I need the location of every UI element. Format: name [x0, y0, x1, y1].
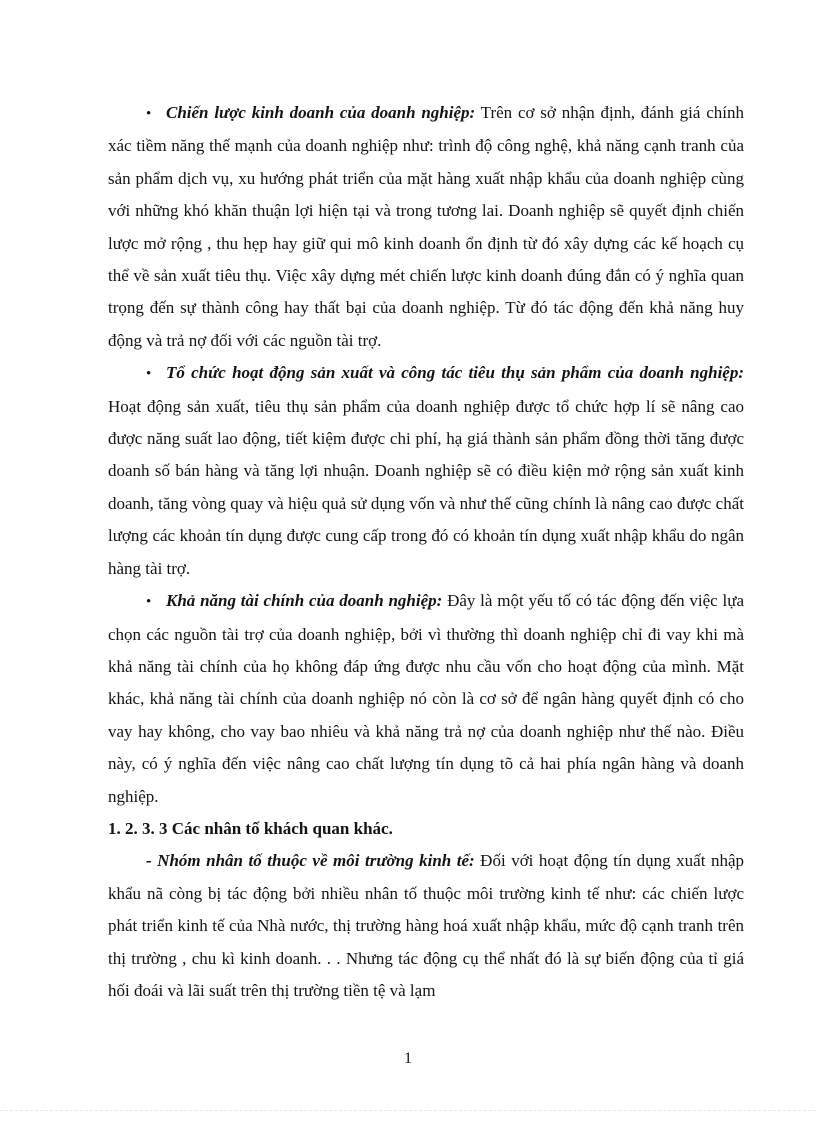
paragraph-text: Đối với hoạt động tín dụng xuất nhập khẩu nã còng bị tác động bởi nhiều nhân tố thuộc môi trường kinh tế như: các chiến lược phát triển kinh tế của Nhà nước, thị trường hàng hoá xuất nhập khẩu, mức độ cạnh tranh trên thị trường , chu kì kinh doanh. . . Nhưng tác động cụ thể nhất đó là sự biến động của tỉ giá hối đoái và lãi suất trên thị trường tiền tệ và lạm — [108, 851, 744, 1000]
paragraph-lead: Chiến lược kinh doanh của doanh nghiệp: — [166, 103, 476, 122]
paragraph-text: Trên cơ sở nhận định, đánh giá chính xác tiềm năng thế mạnh của doanh nghiệp như: trình độ công nghệ, khả năng cạnh tranh của sản phẩm dịch vụ, xu hướng phát triển của mặt hàng xuất nhập khẩu của doanh nghiệp cùng với những khó khăn thuận lợi hiện tại và trong tương lai. Doanh nghiệp sẽ quyết định chiến lược mở rộng , thu hẹp hay giữ qui mô kinh doanh ổn định từ đó xây dựng các kế hoạch cụ thể về sản xuất tiêu thụ. Việc xây dựng mét chiến lược kinh doanh đúng đắn có ý nghĩa quan trọng đến sự thành công hay thất bại của doanh nghiệp. Từ đó tác động đến khả năng huy động và trả nợ đối với các nguồn tài trợ. — [108, 103, 744, 350]
bullet-icon: • — [146, 106, 152, 122]
bullet-icon: • — [146, 366, 152, 383]
paragraph-text: Hoạt động sản xuất, tiêu thụ sản phẩm của doanh nghiệp được tổ chức hợp lí sẽ nâng cao được năng suất lao động, tiết kiệm được chi phí, hạ giá thành sản phẩm đồng thời tăng được doanh số bán hàng và tăng lợi nhuận. Doanh nghiệp sẽ có điều kiện mở rộng sản xuất kinh doanh, tăng vòng quay và hiệu quả sử dụng vốn và như thế cũng chính là nâng cao được chất lượng các khoản tín dụng được cung cấp trong đó có khoản tín dụng xuất nhập khẩu do ngân hàng tài trợ. — [108, 396, 744, 578]
page-number: 1 — [404, 1050, 412, 1067]
paragraph-lead: - Nhóm nhân tố thuộc về môi trường kinh tế: — [146, 851, 475, 871]
paragraph-financial-capacity — [108, 585, 744, 813]
paragraph-text: Đây là một yếu tố có tác động đến việc lựa chọn các nguồn tài trợ của doanh nghiệp, bởi vì thường thì doanh nghiệp chỉ đi vay khi mà khả năng tài chính của họ không đáp ứng được nhu cầu vốn cho hoạt động của mình. Mặt khác, khả năng tài chính của doanh nghiệp nó còn là cơ sở để ngân hàng quyết định có cho vay hay không, cho vay bao nhiêu và khả năng trả nợ của doanh nghiệp như thế nào. Điều này, có ý nghĩa đến việc nâng cao chất lượng tín dụng tõ cả hai phía ngân hàng và doanh nghiệp. — [108, 591, 744, 806]
bullet-icon: • — [146, 594, 152, 611]
paragraph-economic-environment — [108, 845, 744, 1007]
paragraph-business-strategy — [108, 97, 744, 357]
paragraph-lead: Khả năng tài chính của doanh nghiệp: — [166, 591, 443, 611]
paragraph-lead: Tổ chức hoạt động sản xuất và công tác tiêu thụ sản phẩm của doanh nghiệp: — [166, 363, 744, 383]
footer-divider — [0, 1110, 816, 1111]
paragraph-production-organization — [108, 357, 744, 585]
section-heading: 1. 2. 3. 3 Các nhân tố khách quan khác. — [108, 818, 393, 838]
document-body — [108, 97, 744, 1007]
